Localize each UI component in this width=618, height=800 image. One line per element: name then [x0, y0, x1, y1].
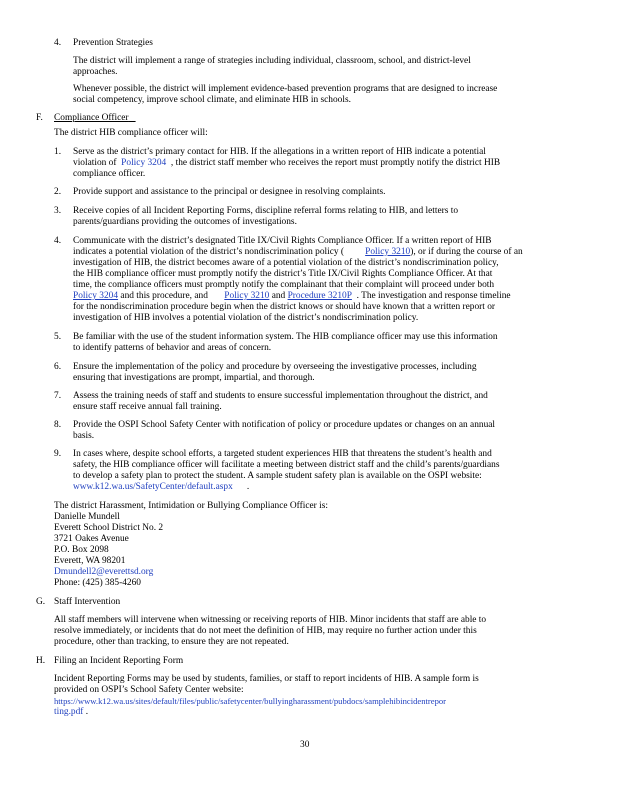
page-number: 30 — [300, 740, 310, 750]
item-line: Provide support and assistance to the principal or designee in resolving complaints. — [73, 187, 386, 197]
item-line: the HIB compliance officer must promptly notify the district’s Title IX/Civil Rights Compliance Officer. At that — [73, 269, 493, 279]
contact-intro: The district Harassment, Intimidation or Bullying Compliance Officer is: — [54, 501, 328, 511]
item-line: Provide the OSPI School Safety Center with notification of policy or procedure updates or changes on an annual — [73, 420, 496, 430]
item-line: indicates a potential violation of the district’s nondiscrimination policy ( Policy 3210), or if during the course of an — [73, 247, 523, 257]
subsection-heading: Prevention Strategies — [73, 38, 153, 48]
contact-name: Danielle Mundell — [54, 512, 120, 522]
item-line: Assess the training needs of staff and students to ensure successful implementation throughout the district, and — [73, 391, 488, 401]
item-line: for the nondiscrimination procedure begin when the district knows or should have known that a written report or — [73, 302, 496, 312]
item-line: compliance officer. — [73, 169, 146, 179]
section-heading: Compliance Officer — [54, 113, 129, 123]
item-number: 4. — [54, 38, 62, 48]
paragraph-line: provided on OSPI’s School Safety Center website: — [54, 685, 244, 695]
contact-city: Everett, WA 98201 — [54, 556, 126, 566]
item-line: parents/guardians providing the outcomes of investigations. — [73, 217, 297, 227]
item-line: violation of Policy 3204 , the district staff member who receives the report must promptly notify the district HIB — [73, 158, 501, 168]
contact-phone: Phone: (425) 385-4260 — [54, 578, 141, 588]
item-line: investigation of HIB, the district becomes aware of a potential violation of the district’s nondiscrimination policy, — [73, 258, 499, 268]
item-line: www.k12.wa.us/SafetyCenter/default.aspx . — [73, 482, 250, 492]
item-line: Communicate with the district’s designated Title IX/Civil Rights Compliance Officer. If a written report of HIB — [73, 236, 492, 246]
item-line: to develop a safety plan to protect the student. A sample student safety plan is available on the OSPI website: — [73, 471, 482, 481]
safety-center-link[interactable]: www.k12.wa.us/SafetyCenter/default.aspx — [73, 482, 233, 492]
policy-3210-link[interactable]: Policy 3210 — [224, 291, 270, 301]
paragraph-line: resolve immediately, or incidents that do not meet the definition of HIB, may require no further action under this — [54, 626, 477, 636]
item-number: 9. — [54, 449, 62, 459]
item-line: ensure staff receive annual fall training. — [73, 402, 222, 412]
section-letter: G. — [36, 597, 46, 607]
section-heading: Staff Intervention — [54, 597, 121, 607]
paragraph-line: Whenever possible, the district will implement evidence-based prevention programs that are designed to increase — [73, 84, 498, 94]
contact-street: 3721 Oakes Avenue — [54, 534, 129, 544]
paragraph-line: ting.pdf . — [54, 707, 89, 717]
paragraph-line: approaches. — [73, 67, 118, 77]
policy-3210-link[interactable]: Policy 3210 — [365, 247, 411, 257]
procedure-3210p-link[interactable]: Procedure 3210P — [287, 291, 352, 301]
item-line: In cases where, despite school efforts, a targeted student experiences HIB that threatens the student’s health and — [73, 449, 492, 459]
item-line: Policy 3204 and this procedure, and Policy 3210 and Procedure 3210P . The investigation and response timeline — [73, 291, 511, 301]
item-line: to identify patterns of behavior and areas of concern. — [73, 343, 272, 353]
policy-3204-link[interactable]: Policy 3204 — [121, 158, 167, 168]
item-number: 8. — [54, 420, 62, 430]
paragraph-line: The district will implement a range of strategies including individual, classroom, school, and district-level — [73, 56, 471, 66]
item-line: investigation of HIB involves a potential violation of the district’s nondiscrimination policy. — [73, 313, 419, 323]
item-number: 7. — [54, 391, 62, 401]
item-line: ensuring that investigations are prompt, impartial, and thorough. — [73, 373, 315, 383]
item-line: Receive copies of all Incident Reporting Forms, discipline referral forms relating to HIB, and letters to — [73, 206, 459, 216]
incident-form-link[interactable]: https://www.k12.wa.us/sites/default/files/public/safetycenter/bullyingharassment/pubdocs/samplehibincidentrepor — [54, 696, 447, 706]
section-letter: H. — [36, 656, 46, 666]
item-number: 2. — [54, 187, 62, 197]
item-number: 5. — [54, 332, 62, 342]
item-number: 6. — [54, 362, 62, 372]
contact-po-box: P.O. Box 2098 — [54, 545, 109, 555]
contact-organization: Everett School District No. 2 — [54, 523, 164, 533]
section-letter: F. — [36, 113, 43, 123]
item-number: 1. — [54, 147, 62, 157]
contact-email-link[interactable]: Dmundell2@everettsd.org — [54, 567, 154, 577]
item-line: Ensure the implementation of the policy and procedure by overseeing the investigative processes, including — [73, 362, 477, 372]
item-number: 4. — [54, 236, 62, 246]
paragraph-line: procedure, other than tracking, to ensure they are not repeated. — [54, 637, 289, 647]
item-line: safety, the HIB compliance officer will facilitate a meeting between district staff and the child’s parents/guardians — [73, 460, 500, 470]
item-line: basis. — [73, 431, 95, 441]
policy-3204-link[interactable]: Policy 3204 — [73, 291, 119, 301]
paragraph-line: social competency, improve school climate, and eliminate HIB in schools. — [73, 95, 351, 105]
incident-form-link-continued[interactable]: ting.pdf — [54, 707, 84, 717]
item-number: 3. — [54, 206, 62, 216]
item-line: time, the compliance officers must promptly notify the complainant that their complaint will proceed under both — [73, 280, 495, 290]
section-heading: Filing an Incident Reporting Form — [54, 656, 184, 666]
paragraph-line: Incident Reporting Forms may be used by students, families, or staff to report incidents of HIB. A sample form is — [54, 674, 479, 684]
item-line: Serve as the district’s primary contact for HIB. If the allegations in a written report of HIB indicate a potential — [73, 147, 486, 157]
paragraph-line: All staff members will intervene when witnessing or receiving reports of HIB. Minor incidents that staff are able to — [54, 615, 487, 625]
item-line: Be familiar with the use of the student information system. The HIB compliance officer may use this information — [73, 332, 498, 342]
section-intro: The district HIB compliance officer will: — [54, 128, 208, 138]
